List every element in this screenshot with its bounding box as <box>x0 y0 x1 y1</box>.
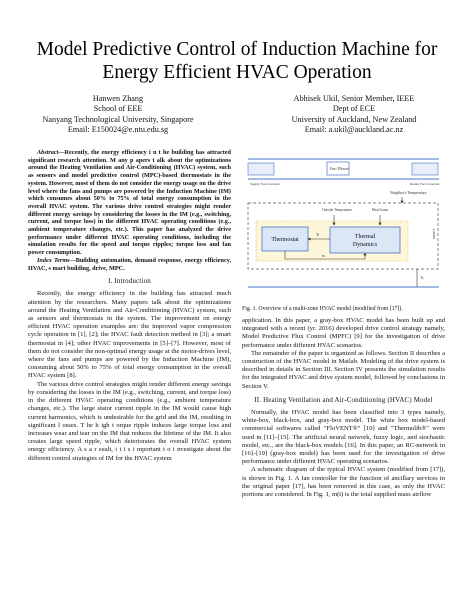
author-dept: School of EEE <box>93 104 143 114</box>
author-block-2 <box>254 94 454 135</box>
thermal-dynamics-block <box>330 227 400 253</box>
zone-label: zone i <box>431 228 436 239</box>
supply-fan-converter-label: Supply Fan Converter <box>250 182 280 186</box>
heat-gains-label: Heat Gains <box>372 208 389 212</box>
figure-caption: Fig. 1. Overview of a multi-zone HVAC model (modified from [17]). <box>242 306 403 312</box>
paper-title: Model Predictive Control of Induction Machine for Energy Efficient HVAC Operation <box>36 39 438 83</box>
paragraph: application. In this paper, a gray-box HVAC model has been built up and integrated with a recent (yr. 2016) developed drive control strategy namely, Model Predictive Flux Control (MPFC) [9] for the investigation of drive performance under different HVAC scenarios. <box>242 317 445 349</box>
author-affiliation: University of Auckland, New Zealand <box>291 114 417 124</box>
author-name: Hanwen Zhang <box>92 94 144 103</box>
return-fan-converter-label: Return Fan Converter <box>410 182 440 186</box>
left-column <box>28 149 231 463</box>
neighbor-temperature-label: Neighbor's Temperature <box>390 191 427 195</box>
right-column <box>242 149 445 499</box>
hvac-diagram-figure <box>242 149 445 303</box>
paragraph: Normally, the HVAC model has been classified into 3 types namely, white-box, black-box, and gray-box model. The white box model-based commercial softwares called "FloVENT®" [10] and "Thermolib®" were used in [11]–[15]. The artificial neural network, fuzzy logic, and stochastic model, etc., are the black-box models [16]. In this paper, an RC-network in [16]–[19] (gray-box model) has been used for the investigation of drive performance under different HVAC operating scenarios. <box>242 409 445 466</box>
author-affiliation: Nanyang Technological University, Singapore <box>42 114 194 124</box>
paragraph: The various drive control strategies might render different energy savings by considering the losses in the IM (e.g., switching, current, and torque loss) in the different HVAC operating conditions (e.g., ambient temperature changes, etc.). The large stator current ripple in the IM would cause high current harmonics, which is undesirable for the grid and the IM, resulting in significant l osses. T he h igh t orque ripple induces large torque loss and increases wear and tear on the IM that reduces the lifetime of the IM. It also creates large speed ripple, which deteriorates the overall HVAC system energy efficiency. A s a r esult, i t i s i mportant t o i nvestigate about the different control strategies of IM for the HVAC system <box>28 380 231 462</box>
return-fan-converter-box <box>412 163 438 175</box>
section-heading: I. Introduction <box>108 278 151 286</box>
thermal-dynamics-label-2: Dynamics <box>352 242 378 248</box>
abstract: Abstract—Recently, the energy efficiency i n t he building has attracted significant research attention. M any p apers t alk about the optimizations around the Heating Ventilation and Air-Conditioning (HVAC) system, such as sensors and model predictive control (MPC)-based thermostats in the system. However, most of them do not consider the energy usage on the drive level where the fans and pumps are powered by the Induction Machine (IM) which consumes about 50% to 75% of total energy consumption in the overall HVAC system. The various drive control strategies might render different energy savings by considering the losses in the IM (e.g., switching, current, and torque loss) in the different HVAC operating conditions (e.g., ambient temperature changes, etc.). This paper has analyzed the drive performance under different HVAC operating conditions, including the simulation results for the speed and torque ripples; torque loss and fan power consumption. <box>28 149 231 257</box>
author-name: Abhisek Ukil, Senior Member, IEEE <box>293 94 415 103</box>
fan-blower-label: Fan / Blower <box>330 167 349 171</box>
section-heading: II. Heating Ventilation and Air-Conditioning (HVAC) Model <box>254 396 433 404</box>
author-email: Email: a.ukil@auckland.ac.nz <box>304 124 404 134</box>
paragraph: The remainder of the paper is organized as follows. Section II describes a construction of the HVAC model in Matlab. Modeling of the drive system is described in details in Section III. Section IV presents the simulation results for the integrated HVAC and drive system model, followed by conclusions in Section V. <box>242 349 445 390</box>
outside-temperature-label: Outside Temperature <box>322 208 353 212</box>
author-block-1 <box>18 94 218 135</box>
m-label: m <box>322 254 325 258</box>
index-terms: Index Terms—Building automation, demand response, energy efficiency, HVAC, s mart building, drive, MPC. <box>28 256 232 272</box>
author-email: Email: E150024@e.ntu.edu.sg <box>67 124 169 134</box>
thermal-dynamics-label-1: Thermal <box>354 234 376 240</box>
paragraph: A schematic diagram of the typical HVAC system (modified from [17]), is shown in Fig. 1. A fan controller for the function of ancillary services in the original paper [17], has been removed in this case, as only the HVAC portions are considered. In Fig. 1, m(t) is the total supplied mass airflow <box>242 466 445 499</box>
ti-label: Ti <box>316 233 320 237</box>
author-dept: Dept of ECE <box>332 104 376 114</box>
ts-label: Ts <box>420 276 424 280</box>
thermostat-label: Thermostat <box>271 237 299 243</box>
paragraph: Recently, the energy efficiency in the building has attracted much attention by the researchers. Many papers talk about the optimizations around the Heating Ventilation and Air-Conditioning (HVAC) system, such as sensors and thermostats in the system. The improvement on energy efficient HVAC operation examples are: the improved vapor compression cycle operation in [1], [2]; the HVAC fault detection method in [3]; a smart thermostat in [4]; other HVAC improvements in [5]–[7]. However, most of them do not consider the non-optimal energy usage at the motor-drives level, where the fans and pumps are powered by the Induction Machine (IM), consuming about 50% to 75% of total energy consumption in the overall HVAC system [8]. <box>28 290 231 380</box>
supply-fan-converter-box <box>248 163 274 175</box>
